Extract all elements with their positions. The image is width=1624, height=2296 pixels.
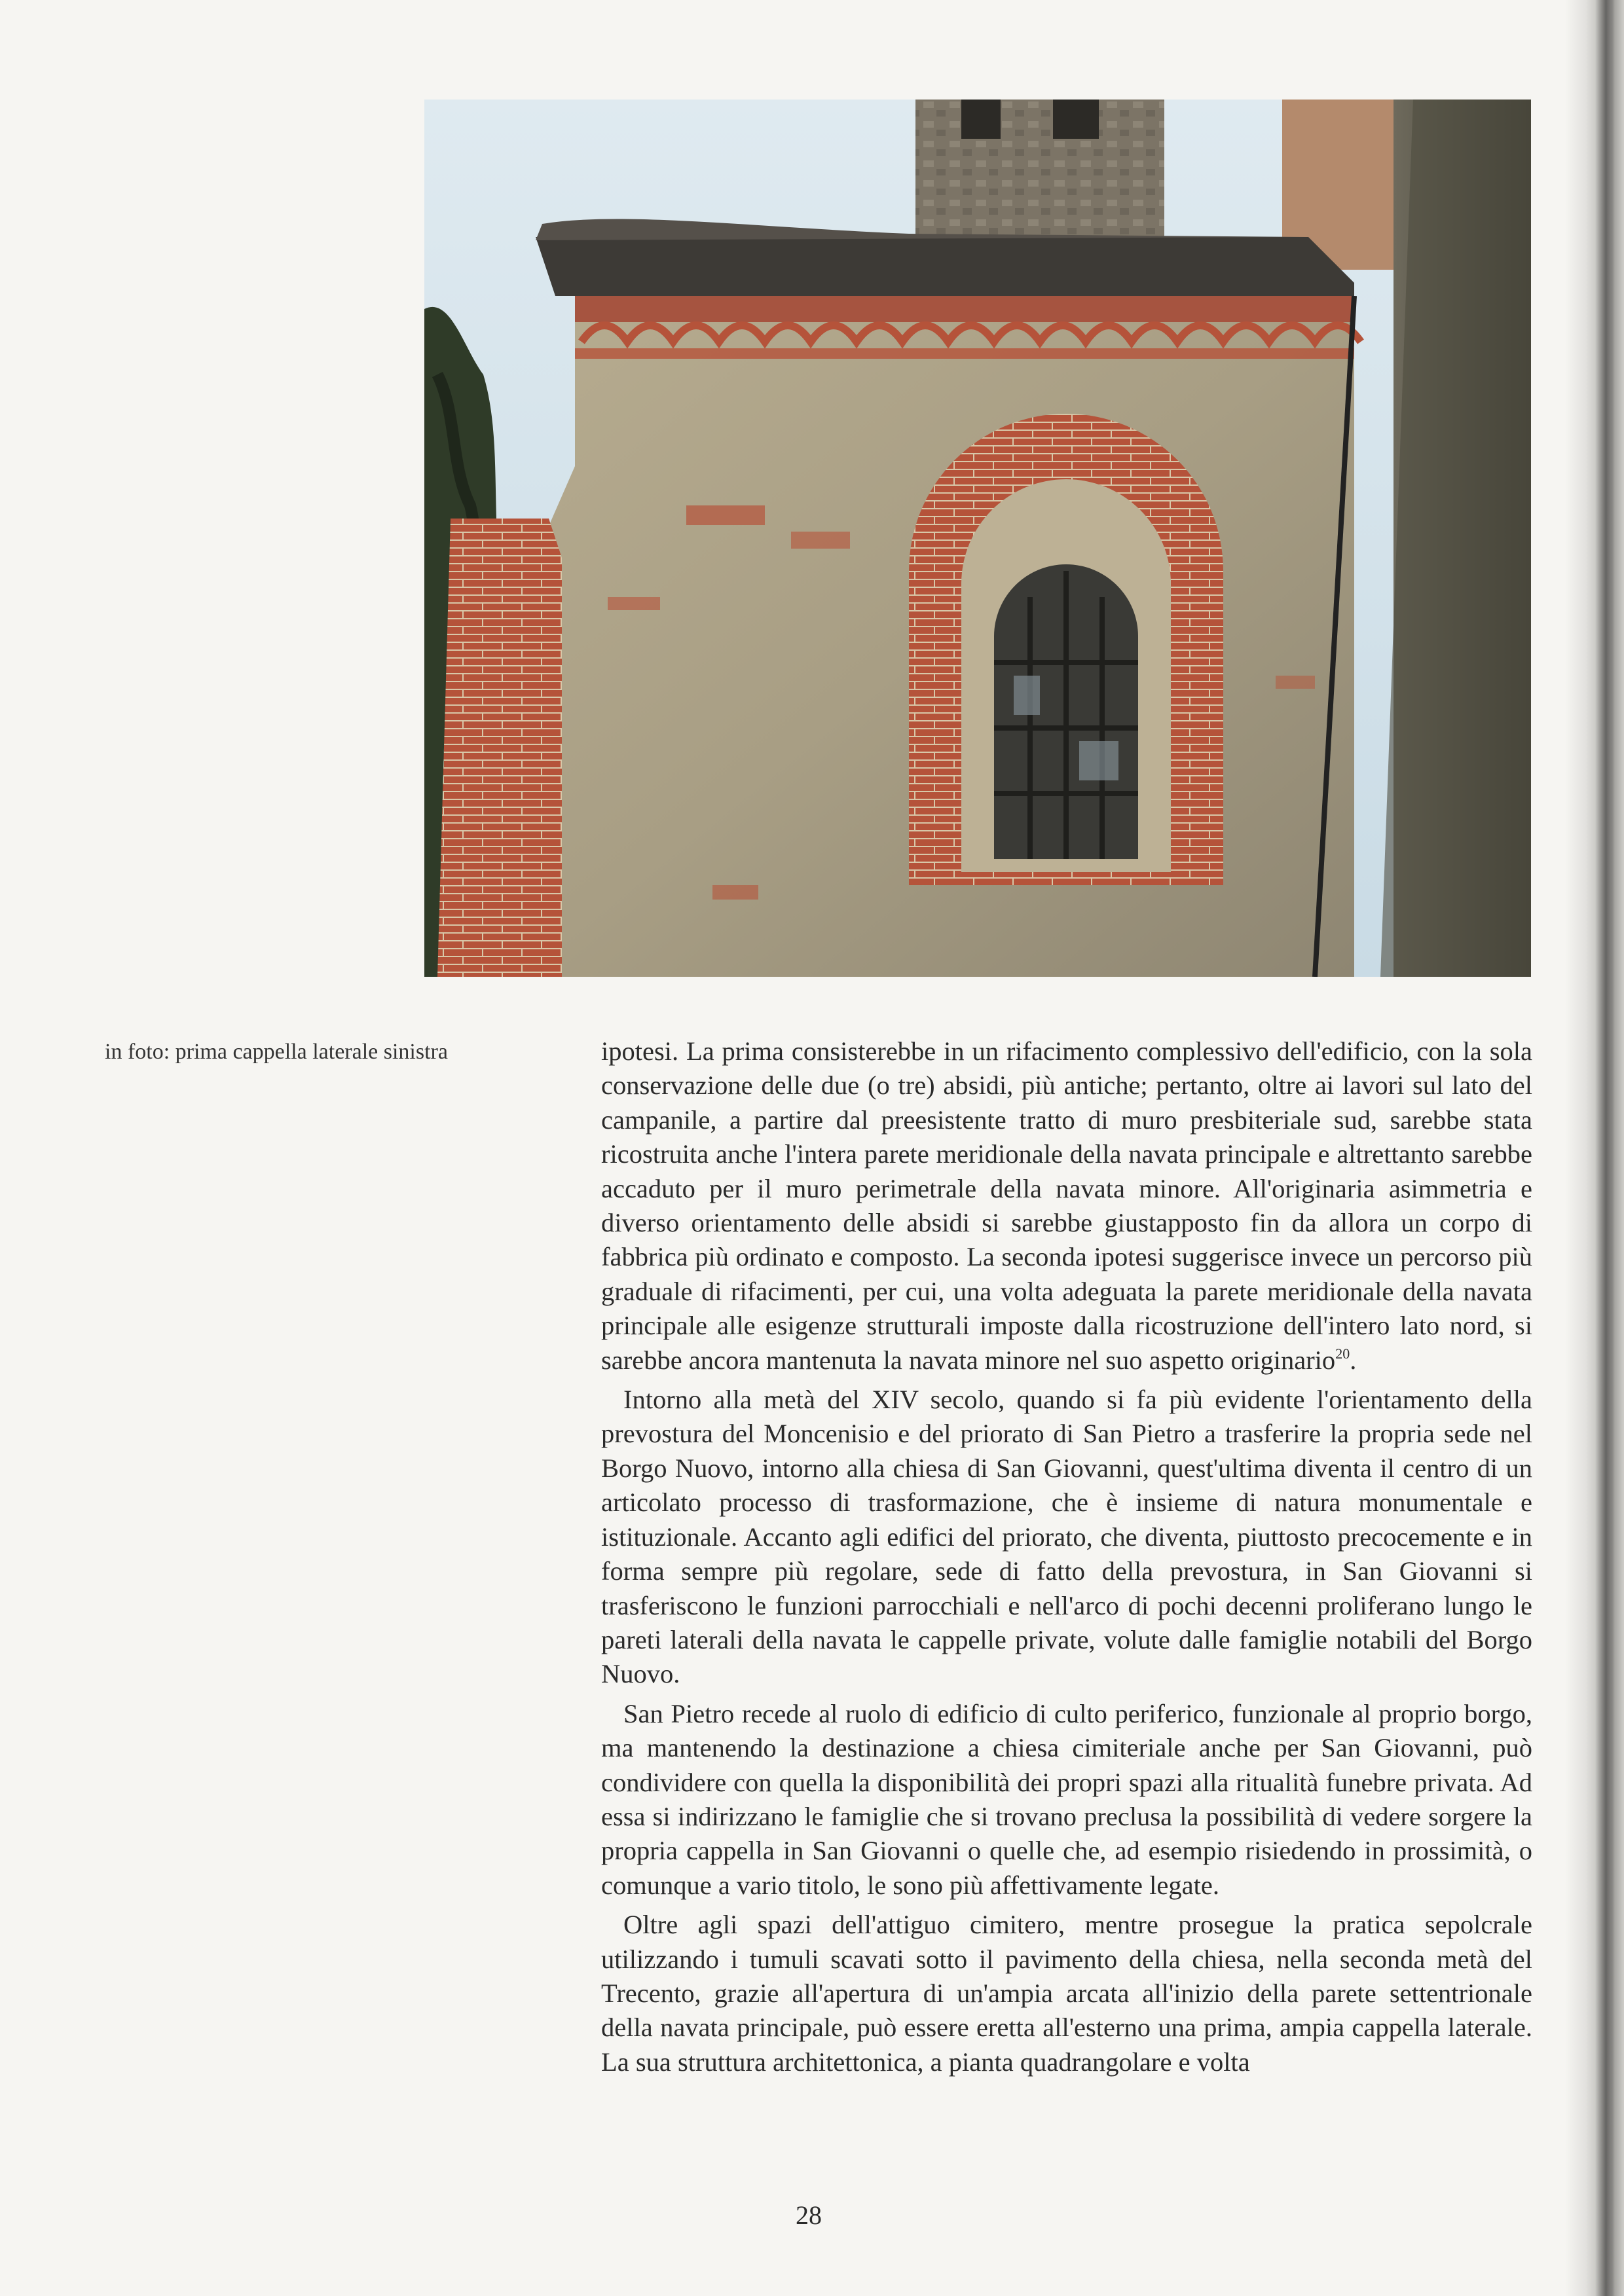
paragraph-3: San Pietro recede al ruolo di edificio di culto periferico, funzionale al proprio borgo, ma mantenendo la destinazione a chiesa cimiteriale anche per San Giovanni, può condividere con quella la disponibilità dei propri spazi alla ritualità funebre privata. Ad essa si indirizzano le famiglie che si trovano preclusa la possibilità di vedere sorgere la propria cappella in San Giovanni o quelle che, ad esempio risiedendo in prossimità, o comunque a vario titolo, le sono più affettivamente legate. [601, 1698, 1532, 1900]
body-text [601, 1034, 1532, 2079]
binding-shadow [1565, 0, 1624, 2296]
page-number: 28 [796, 2200, 822, 2230]
paragraph-4: Oltre agli spazi dell'attiguo cimitero, mentre prosegue la pratica sepolcrale utilizzando i tumuli scavati sotto il pavimento della chiesa, nella seconda metà del Trecento, grazie all'apertura di un'ampia arcata all'inizio della parete settentrionale della navata principale, può essere eretta all'esterno una prima, ampia cappella laterale. La sua struttura architettonica, a pianta quadrangolare e volta [601, 1910, 1532, 2077]
photo-caption: in foto: prima cappella laterale sinistra [105, 1040, 448, 1064]
photo-illustration [424, 100, 1531, 977]
footnote-ref: 20 [1335, 1345, 1350, 1362]
paragraph-1: ipotesi. La prima consisterebbe in un rifacimento complessivo dell'edificio, con la sola conservazione delle due (o tre) absidi, più antiche; pertanto, oltre ai lavori sul lato del campanile, a partire dal preesistente tratto di muro presbiteriale sud, sarebbe stata ricostruita anche l'intera parete meridionale della navata principale e altrettanto sarebbe accaduto per il muro perimetrale della navata minore. All'originaria asimmetria e diverso orientamento delle absidi si sarebbe giustapposto fin da allora un corpo di fabbrica più ordinato e composto. La seconda ipotesi suggerisce invece un percorso più graduale di rifacimenti, per cui, una volta adeguata la parete meridionale della navata principale alle esigenze strutturali imposte dalla ricostruzione dell'intero lato nord, si sarebbe ancora mantenuta la navata minore nel suo aspetto originario$^{20}$. [601, 1036, 1532, 1375]
paragraph-2: Intorno alla metà del XIV secolo, quando si fa più evidente l'orientamento della prevostura del Moncenisio e del priorato di San Pietro a trasferire la propria sede nel Borgo Nuovo, intorno alla chiesa di San Giovanni, quest'ultima diventa il centro di un articolato processo di trasformazione, che è insieme di natura monumentale e istituzionale. Accanto agli edifici del priorato, che diventa, piuttosto precocemente e in forma sempre più regolare, sede di fatto della prevostura, in San Giovanni si trasferiscono le funzioni parrocchiali e nell'arco di pochi decenni proliferano lungo le pareti laterali della navata le cappelle private, volute dalle famiglie notabili del Borgo Nuovo. [601, 1385, 1532, 1689]
binding-fold [1595, 0, 1615, 2296]
church-wall-photo [424, 100, 1531, 977]
